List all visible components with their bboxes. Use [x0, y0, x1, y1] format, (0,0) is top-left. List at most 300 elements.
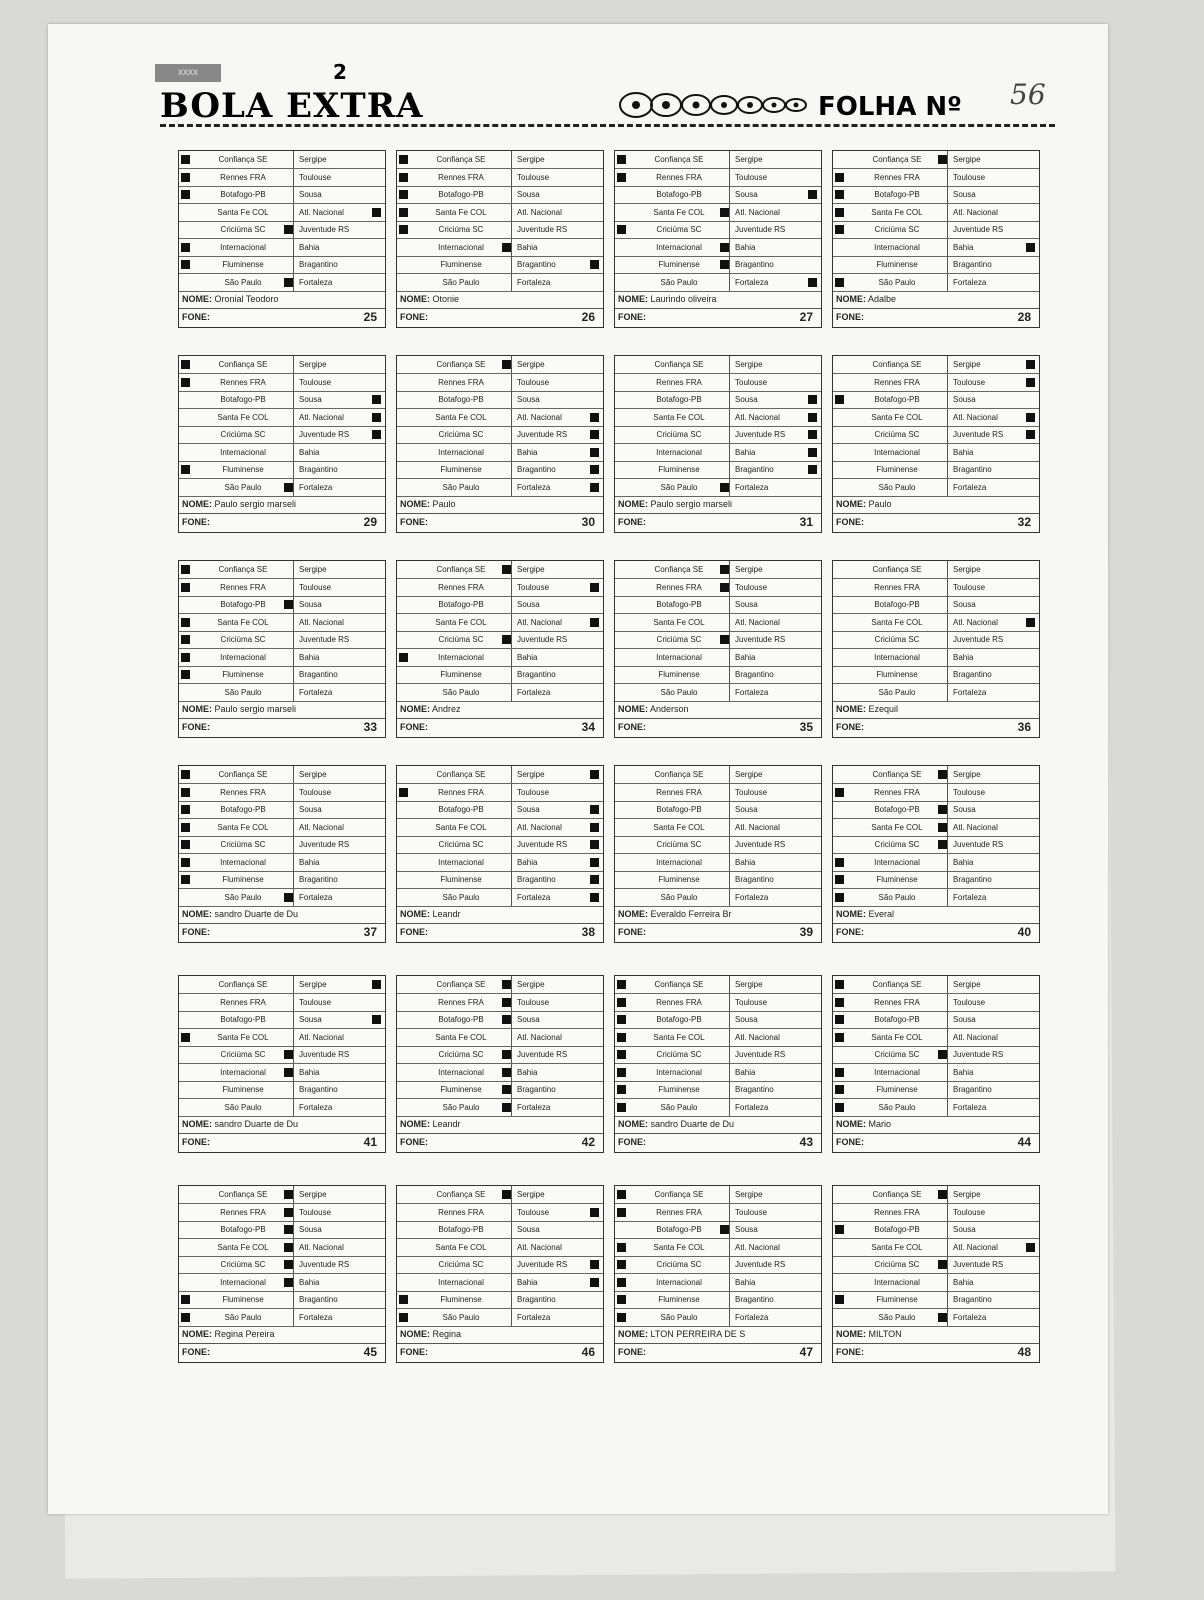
marked-box[interactable] [938, 823, 947, 832]
marked-box[interactable] [372, 430, 381, 439]
marked-box[interactable] [284, 225, 293, 234]
marked-box[interactable] [399, 155, 408, 164]
marked-box[interactable] [720, 635, 729, 644]
match-row [179, 204, 385, 222]
match-row [615, 204, 821, 222]
marked-box[interactable] [808, 190, 817, 199]
home-team: Fluminense [193, 871, 294, 888]
bet-card [396, 765, 604, 943]
marked-box[interactable] [617, 1295, 626, 1304]
home-team: Botafogo-PB [629, 1221, 730, 1238]
marked-box[interactable] [1026, 243, 1035, 252]
home-team: Rennes FRA [629, 994, 730, 1011]
player-name-line [400, 701, 600, 717]
home-team: Santa Fe COL [411, 409, 512, 426]
away-team: Atl. Nacional [735, 1242, 780, 1252]
marked-box[interactable] [617, 1103, 626, 1112]
marked-box[interactable] [181, 840, 190, 849]
away-team: Bahia [735, 447, 756, 457]
marked-box[interactable] [284, 278, 293, 287]
phone-line [615, 923, 821, 941]
away-team: Atl. Nacional [299, 1242, 344, 1252]
marked-box[interactable] [181, 1313, 190, 1322]
match-row [179, 409, 385, 427]
bet-card [832, 1185, 1040, 1363]
marked-box[interactable] [181, 618, 190, 627]
marked-box[interactable] [590, 448, 599, 457]
marked-box[interactable] [617, 1313, 626, 1322]
home-team: Santa Fe COL [411, 1029, 512, 1046]
home-team: Fluminense [193, 1291, 294, 1308]
home-team: Botafogo-PB [411, 801, 512, 818]
match-row [833, 221, 1039, 239]
away-team: Sergipe [735, 770, 763, 779]
marked-box[interactable] [1026, 1243, 1035, 1252]
marked-box[interactable] [590, 618, 599, 627]
phone-line [179, 308, 385, 326]
marked-box[interactable] [617, 998, 626, 1007]
marked-box[interactable] [284, 893, 293, 902]
match-row [179, 561, 385, 579]
marked-box[interactable] [617, 155, 626, 164]
marked-box[interactable] [181, 858, 190, 867]
away-team: Juventude RS [953, 1050, 1004, 1059]
marked-box[interactable] [502, 565, 511, 574]
marked-box[interactable] [181, 378, 190, 387]
home-team: Santa Fe COL [629, 409, 730, 426]
home-team: Fluminense [629, 1291, 730, 1308]
away-team: Sousa [517, 1225, 540, 1234]
away-team: Sousa [517, 805, 540, 814]
away-team: Atl. Nacional [299, 822, 344, 832]
match-row [615, 239, 821, 257]
marked-box[interactable] [835, 875, 844, 884]
marked-box[interactable] [502, 1068, 511, 1077]
marked-box[interactable] [181, 875, 190, 884]
away-team: Atl. Nacional [735, 207, 780, 217]
match-row [615, 1081, 821, 1099]
home-team: Rennes FRA [193, 1204, 294, 1221]
marked-box[interactable] [399, 225, 408, 234]
marked-box[interactable] [181, 1295, 190, 1304]
marked-box[interactable] [720, 565, 729, 574]
match-row [833, 391, 1039, 409]
home-team: Fluminense [411, 461, 512, 478]
marked-box[interactable] [372, 208, 381, 217]
marked-box[interactable] [181, 360, 190, 369]
bet-card [832, 560, 1040, 738]
player-name: Paulo [432, 499, 456, 509]
marked-box[interactable] [1026, 360, 1035, 369]
marked-box[interactable] [590, 875, 599, 884]
marked-box[interactable] [835, 395, 844, 404]
away-team: Juventude RS [953, 1260, 1004, 1269]
home-team: Internacional [411, 444, 512, 461]
marked-box[interactable] [835, 1068, 844, 1077]
marked-box[interactable] [502, 1050, 511, 1059]
marked-box[interactable] [808, 465, 817, 474]
marked-box[interactable] [938, 155, 947, 164]
match-row [615, 871, 821, 889]
marked-box[interactable] [938, 1260, 947, 1269]
home-team: Fluminense [193, 461, 294, 478]
marked-box[interactable] [835, 1015, 844, 1024]
home-team: Botafogo-PB [847, 1221, 948, 1238]
away-team: Atl. Nacional [517, 207, 562, 217]
marked-box[interactable] [502, 1190, 511, 1199]
away-team: Juventude RS [953, 225, 1004, 234]
marked-box[interactable] [181, 173, 190, 182]
away-team: Sergipe [517, 360, 545, 369]
marked-box[interactable] [938, 1050, 947, 1059]
marked-box[interactable] [808, 278, 817, 287]
marked-box[interactable] [590, 413, 599, 422]
marked-box[interactable] [502, 243, 511, 252]
away-team: Bragantino [299, 670, 338, 679]
marked-box[interactable] [808, 395, 817, 404]
marked-box[interactable] [590, 1208, 599, 1217]
player-name-line [400, 291, 600, 307]
marked-box[interactable] [181, 465, 190, 474]
away-team: Toulouse [735, 582, 768, 592]
marked-box[interactable] [181, 670, 190, 679]
match-row [615, 976, 821, 994]
match-row [615, 1186, 821, 1204]
marked-box[interactable] [835, 173, 844, 182]
marked-box[interactable] [502, 980, 511, 989]
match-row [615, 186, 821, 204]
away-team: Sergipe [735, 360, 763, 369]
nome-label: NOME: [618, 909, 648, 919]
away-team: Bragantino [517, 1085, 556, 1094]
home-team: Botafogo-PB [193, 391, 294, 408]
marked-box[interactable] [835, 208, 844, 217]
marked-box[interactable] [938, 1313, 947, 1322]
marked-box[interactable] [1026, 618, 1035, 627]
match-row [833, 1029, 1039, 1047]
marked-box[interactable] [590, 483, 599, 492]
card-number: 32 [1017, 515, 1031, 529]
home-team: São Paulo [193, 1099, 294, 1116]
home-team: Botafogo-PB [847, 186, 948, 203]
home-team: Confiança SE [411, 976, 512, 993]
home-team: Santa Fe COL [629, 614, 730, 631]
marked-box[interactable] [399, 788, 408, 797]
marked-box[interactable] [617, 1208, 626, 1217]
match-row [179, 631, 385, 649]
marked-box[interactable] [617, 980, 626, 989]
marked-box[interactable] [284, 1225, 293, 1234]
marked-box[interactable] [835, 190, 844, 199]
nome-label: NOME: [400, 909, 430, 919]
match-row [397, 374, 603, 392]
marked-box[interactable] [590, 465, 599, 474]
marked-box[interactable] [399, 208, 408, 217]
nome-label: NOME: [618, 1119, 648, 1129]
match-row [833, 596, 1039, 614]
marked-box[interactable] [284, 1278, 293, 1287]
away-team: Fortaleza [299, 687, 333, 697]
marked-box[interactable] [372, 980, 381, 989]
marked-box[interactable] [399, 1295, 408, 1304]
marked-box[interactable] [181, 260, 190, 269]
match-row [179, 684, 385, 702]
marked-box[interactable] [617, 225, 626, 234]
marked-box[interactable] [835, 788, 844, 797]
home-team: Rennes FRA [629, 169, 730, 186]
home-team: Internacional [847, 239, 948, 256]
marked-box[interactable] [938, 805, 947, 814]
match-row [397, 1029, 603, 1047]
home-team: Santa Fe COL [411, 819, 512, 836]
marked-box[interactable] [617, 173, 626, 182]
marked-box[interactable] [372, 413, 381, 422]
match-row [397, 684, 603, 702]
away-team: Sousa [299, 1015, 322, 1024]
marked-box[interactable] [617, 1260, 626, 1269]
marked-box[interactable] [617, 1190, 626, 1199]
marked-box[interactable] [835, 980, 844, 989]
away-team: Bahia [953, 1067, 974, 1077]
match-row [179, 186, 385, 204]
marked-box[interactable] [835, 1225, 844, 1234]
page-number: 2 [333, 60, 347, 84]
marked-box[interactable] [720, 1225, 729, 1234]
away-team: Atl. Nacional [517, 1032, 562, 1042]
player-name: Leandr [432, 909, 461, 919]
card-number: 35 [799, 720, 813, 734]
marked-box[interactable] [835, 1295, 844, 1304]
marked-box[interactable] [835, 1085, 844, 1094]
marked-box[interactable] [590, 805, 599, 814]
marked-box[interactable] [372, 395, 381, 404]
marked-box[interactable] [1026, 413, 1035, 422]
home-team: Confiança SE [629, 356, 730, 373]
home-team: Rennes FRA [411, 374, 512, 391]
away-team: Toulouse [953, 377, 986, 387]
bet-card [396, 560, 604, 738]
marked-box[interactable] [590, 260, 599, 269]
marked-box[interactable] [590, 823, 599, 832]
marked-box[interactable] [617, 1068, 626, 1077]
home-team: Botafogo-PB [847, 391, 948, 408]
marked-box[interactable] [835, 278, 844, 287]
marked-box[interactable] [617, 1033, 626, 1042]
match-row [179, 1064, 385, 1082]
fone-label: FONE: [618, 722, 646, 732]
marked-box[interactable] [590, 770, 599, 779]
marked-box[interactable] [617, 1050, 626, 1059]
marked-box[interactable] [284, 1050, 293, 1059]
home-team: Fluminense [193, 256, 294, 273]
match-row [397, 356, 603, 374]
away-team: Sergipe [517, 565, 545, 574]
marked-box[interactable] [720, 483, 729, 492]
match-row [179, 274, 385, 292]
home-team: Botafogo-PB [629, 186, 730, 203]
away-team: Toulouse [517, 172, 550, 182]
nome-label: NOME: [836, 499, 866, 509]
nome-label: NOME: [400, 294, 430, 304]
marked-box[interactable] [590, 858, 599, 867]
fone-label: FONE: [618, 927, 646, 937]
marked-box[interactable] [181, 770, 190, 779]
marked-box[interactable] [284, 600, 293, 609]
home-team: Santa Fe COL [411, 204, 512, 221]
marked-box[interactable] [502, 1015, 511, 1024]
away-team: Sousa [299, 805, 322, 814]
marked-box[interactable] [835, 858, 844, 867]
marked-box[interactable] [617, 1278, 626, 1287]
phone-line [833, 1133, 1039, 1151]
nome-label: NOME: [400, 1329, 430, 1339]
match-row [833, 1186, 1039, 1204]
marked-box[interactable] [284, 1243, 293, 1252]
marked-box[interactable] [181, 190, 190, 199]
nome-label: NOME: [182, 704, 212, 714]
match-row [833, 186, 1039, 204]
folha-label: FOLHA Nº [818, 92, 962, 122]
marked-box[interactable] [835, 225, 844, 234]
marked-box[interactable] [808, 448, 817, 457]
home-team: Santa Fe COL [847, 1239, 948, 1256]
away-team: Bragantino [953, 875, 992, 884]
marked-box[interactable] [181, 653, 190, 662]
marked-box[interactable] [808, 430, 817, 439]
marked-box[interactable] [284, 1068, 293, 1077]
home-team: São Paulo [629, 889, 730, 906]
away-team: Bahia [517, 652, 538, 662]
home-team: Internacional [629, 1064, 730, 1081]
marked-box[interactable] [1026, 378, 1035, 387]
away-team: Juventude RS [735, 635, 786, 644]
marked-box[interactable] [720, 243, 729, 252]
player-name: Otonie [432, 294, 460, 304]
away-team: Sousa [735, 1225, 758, 1234]
marked-box[interactable] [938, 770, 947, 779]
away-team: Juventude RS [299, 840, 350, 849]
marked-box[interactable] [284, 1260, 293, 1269]
away-team: Sousa [735, 600, 758, 609]
marked-box[interactable] [181, 155, 190, 164]
player-name-line [182, 291, 382, 307]
marked-box[interactable] [284, 1208, 293, 1217]
marked-box[interactable] [1026, 430, 1035, 439]
marked-box[interactable] [181, 823, 190, 832]
marked-box[interactable] [835, 1103, 844, 1112]
away-team: Toulouse [517, 1207, 550, 1217]
marked-box[interactable] [808, 413, 817, 422]
marked-box[interactable] [502, 998, 511, 1007]
home-team: São Paulo [193, 274, 294, 291]
match-row [397, 461, 603, 479]
card-number: 30 [581, 515, 595, 529]
home-team: Rennes FRA [411, 1204, 512, 1221]
match-row [833, 889, 1039, 907]
match-row [833, 854, 1039, 872]
marked-box[interactable] [181, 565, 190, 574]
away-team: Atl. Nacional [517, 1242, 562, 1252]
marked-box[interactable] [720, 208, 729, 217]
marked-box[interactable] [181, 635, 190, 644]
marked-box[interactable] [617, 1243, 626, 1252]
bet-card [178, 150, 386, 328]
match-row [397, 871, 603, 889]
marked-box[interactable] [181, 805, 190, 814]
marked-box[interactable] [502, 635, 511, 644]
marked-box[interactable] [284, 483, 293, 492]
marked-box[interactable] [720, 260, 729, 269]
marked-box[interactable] [181, 243, 190, 252]
away-team: Juventude RS [953, 430, 1004, 439]
away-team: Atl. Nacional [299, 1032, 344, 1042]
marked-box[interactable] [502, 1103, 511, 1112]
match-row [833, 1291, 1039, 1309]
marked-box[interactable] [399, 173, 408, 182]
home-team: São Paulo [629, 1309, 730, 1326]
marked-box[interactable] [590, 583, 599, 592]
home-team: Criciúma SC [629, 426, 730, 443]
marked-box[interactable] [399, 653, 408, 662]
home-team: Criciúma SC [629, 1046, 730, 1063]
marked-box[interactable] [181, 583, 190, 592]
fone-label: FONE: [618, 1347, 646, 1357]
home-team: Criciúma SC [411, 836, 512, 853]
match-row [615, 391, 821, 409]
marked-box[interactable] [835, 893, 844, 902]
marked-box[interactable] [617, 1015, 626, 1024]
marked-box[interactable] [399, 1313, 408, 1322]
away-team: Toulouse [953, 787, 986, 797]
away-team: Atl. Nacional [299, 412, 344, 422]
away-team: Sousa [953, 395, 976, 404]
marked-box[interactable] [590, 893, 599, 902]
marked-box[interactable] [181, 788, 190, 797]
home-team: Rennes FRA [193, 579, 294, 596]
away-team: Bahia [517, 447, 538, 457]
fone-label: FONE: [182, 722, 210, 732]
home-team: Fluminense [411, 1081, 512, 1098]
marked-box[interactable] [590, 1278, 599, 1287]
home-team: Fluminense [411, 666, 512, 683]
bet-card [614, 1185, 822, 1363]
match-row [615, 766, 821, 784]
home-team: Criciúma SC [847, 221, 948, 238]
marked-box[interactable] [617, 1085, 626, 1094]
marked-box[interactable] [399, 190, 408, 199]
match-row [179, 836, 385, 854]
marked-box[interactable] [590, 430, 599, 439]
marked-box[interactable] [835, 1033, 844, 1042]
marked-box[interactable] [938, 1190, 947, 1199]
marked-box[interactable] [835, 998, 844, 1007]
marked-box[interactable] [372, 1015, 381, 1024]
home-team: São Paulo [629, 274, 730, 291]
marked-box[interactable] [720, 583, 729, 592]
phone-line [179, 718, 385, 736]
card-number: 37 [363, 925, 377, 939]
marked-box[interactable] [181, 1033, 190, 1042]
marked-box[interactable] [502, 1085, 511, 1094]
marked-box[interactable] [590, 840, 599, 849]
match-row [397, 1291, 603, 1309]
marked-box[interactable] [938, 840, 947, 849]
match-row [397, 889, 603, 907]
marked-box[interactable] [284, 1190, 293, 1199]
match-row [397, 579, 603, 597]
marked-box[interactable] [590, 1260, 599, 1269]
marked-box[interactable] [502, 360, 511, 369]
